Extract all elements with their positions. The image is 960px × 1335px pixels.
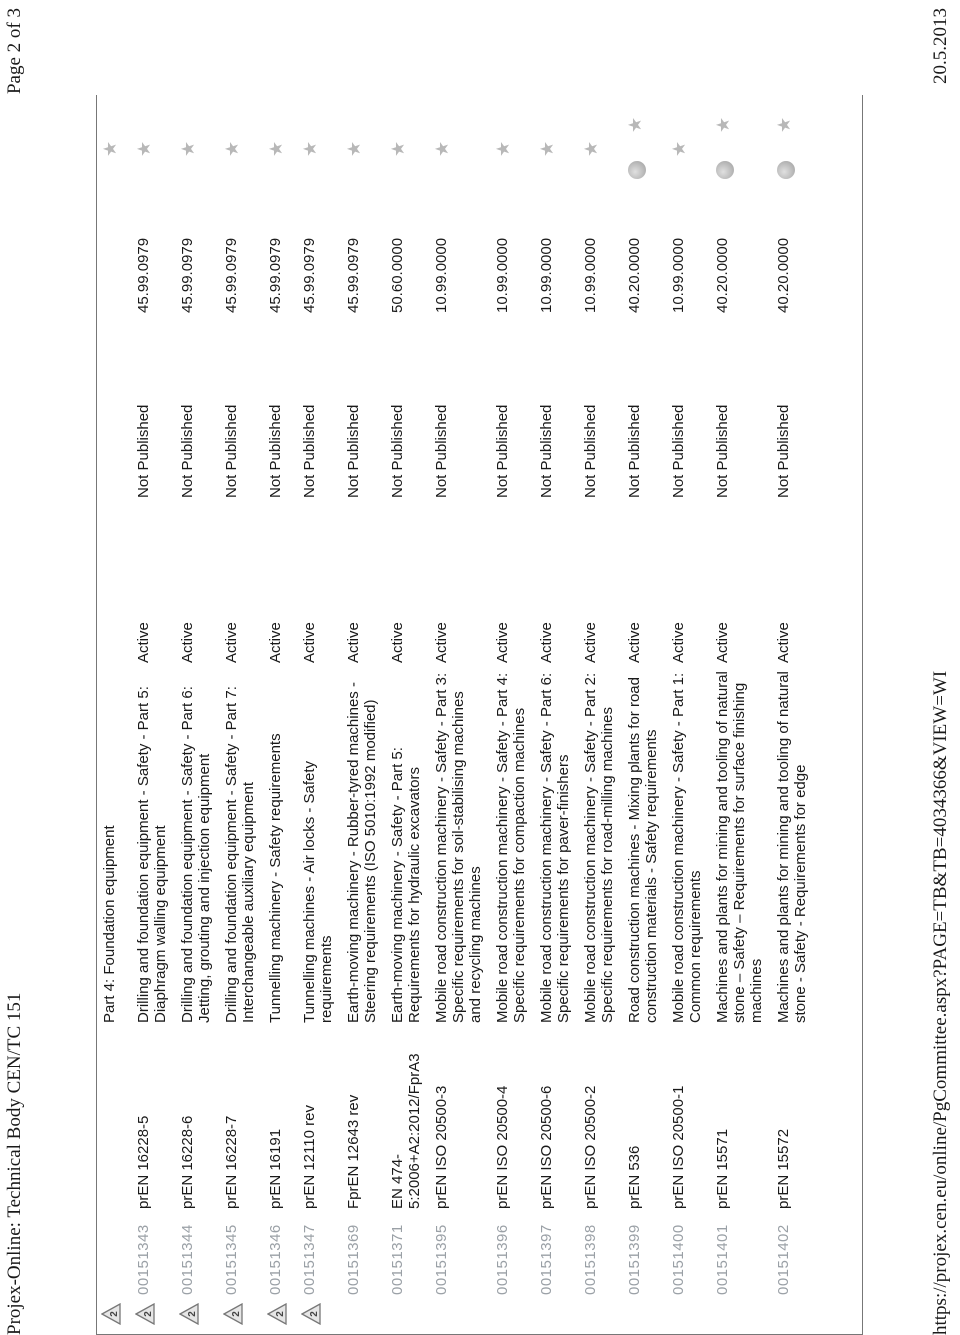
title-cell: Drilling and foundation equipment - Safety - Part 7: Interchangeable auxiliary equipment bbox=[223, 686, 257, 1023]
table-row[interactable] bbox=[491, 99, 535, 1329]
star-icon[interactable]: ★ bbox=[669, 140, 689, 157]
work-item-id[interactable]: 00151345 bbox=[223, 1224, 240, 1295]
star-icon[interactable]: ★ bbox=[432, 140, 452, 157]
warning-triangle-icon bbox=[101, 1303, 121, 1325]
star-icon[interactable]: ★ bbox=[266, 140, 286, 157]
icons-cell bbox=[98, 99, 132, 189]
svg-text:2: 2 bbox=[231, 1311, 242, 1317]
ics-cell: 40.20.0000 bbox=[626, 237, 643, 313]
status-cell: Active bbox=[389, 622, 406, 663]
table-row[interactable] bbox=[430, 99, 491, 1329]
top-rule bbox=[96, 95, 97, 1335]
ics-cell: 40.20.0000 bbox=[714, 237, 731, 313]
svg-text:2: 2 bbox=[275, 1311, 286, 1317]
status-cell: Active bbox=[267, 622, 284, 663]
publication-cell: Not Published bbox=[626, 404, 643, 498]
table-row[interactable] bbox=[535, 99, 579, 1329]
warning-cell bbox=[711, 1299, 772, 1329]
title-cell: Drilling and foundation equipment - Safety - Part 6: Jetting, grouting and injection equipment bbox=[179, 686, 213, 1023]
reference-cell: prEN 15571 bbox=[714, 1128, 731, 1209]
status-cell: Active bbox=[433, 622, 450, 663]
icons-cell bbox=[132, 99, 176, 189]
status-cell: Active bbox=[345, 622, 362, 663]
status-cell: Active bbox=[135, 622, 152, 663]
publication-cell: Not Published bbox=[389, 404, 406, 498]
work-item-id[interactable]: 00151400 bbox=[670, 1224, 687, 1295]
globe-icon[interactable] bbox=[777, 161, 795, 179]
reference-cell: EN 474-5:2006+A2:2012/FprA3 bbox=[389, 1053, 423, 1209]
work-item-id[interactable]: 00151344 bbox=[179, 1224, 196, 1295]
status-cell: Active bbox=[775, 622, 792, 663]
ics-cell bbox=[98, 189, 132, 317]
globe-icon[interactable] bbox=[716, 161, 734, 179]
ics-cell: 45.99.0979 bbox=[135, 237, 152, 313]
ics-cell: 10.99.0000 bbox=[538, 237, 555, 313]
ics-cell: 50.60.0000 bbox=[389, 237, 406, 313]
publication-cell bbox=[98, 317, 132, 502]
reference-cell: FprEN 12643 rev bbox=[345, 1094, 362, 1209]
publication-cell: Not Published bbox=[582, 404, 599, 498]
star-icon[interactable]: ★ bbox=[581, 140, 601, 157]
title-cell: Road construction machines - Mixing plants for road construction materials - Safety requirements bbox=[626, 677, 660, 1023]
publication-cell: Not Published bbox=[775, 404, 792, 498]
svg-text:2: 2 bbox=[187, 1311, 198, 1317]
table-row[interactable] bbox=[772, 99, 816, 1329]
warning-triangle-icon bbox=[223, 1303, 243, 1325]
icons-cell bbox=[386, 99, 430, 189]
table-row[interactable] bbox=[264, 99, 298, 1329]
ics-cell: 45.99.0979 bbox=[179, 237, 196, 313]
warning-cell bbox=[772, 1299, 816, 1329]
table-row[interactable] bbox=[623, 99, 667, 1329]
icons-cell bbox=[579, 99, 623, 189]
star-icon[interactable]: ★ bbox=[493, 140, 513, 157]
icons-cell bbox=[667, 99, 711, 189]
star-icon[interactable]: ★ bbox=[344, 140, 364, 157]
title-cell: Earth-moving machinery - Safety - Part 5: Requirements for hydraulic excavators bbox=[389, 747, 423, 1023]
reference-cell: prEN 16228-5 bbox=[135, 1115, 152, 1209]
warning-cell bbox=[342, 1299, 386, 1329]
table-row[interactable] bbox=[298, 99, 342, 1329]
ics-cell: 10.99.0000 bbox=[433, 237, 450, 313]
reference-cell: prEN 16228-6 bbox=[179, 1115, 196, 1209]
title-cell: Tunnelling machinery - Safety requirements bbox=[267, 733, 284, 1023]
publication-cell: Not Published bbox=[267, 404, 284, 498]
icons-cell bbox=[264, 99, 298, 189]
work-item-id[interactable]: 00151401 bbox=[714, 1224, 731, 1295]
reference-cell: prEN 16228-7 bbox=[223, 1115, 240, 1209]
warning-cell bbox=[430, 1299, 491, 1329]
status-cell: Active bbox=[301, 622, 318, 663]
status-cell: Active bbox=[714, 622, 731, 663]
warning-cell bbox=[491, 1299, 535, 1329]
work-item-id[interactable]: 00151343 bbox=[135, 1224, 152, 1295]
title-cell: Part 4: Foundation equipment bbox=[101, 825, 118, 1023]
globe-icon[interactable] bbox=[628, 161, 646, 179]
table-row[interactable] bbox=[579, 99, 623, 1329]
warning-cell bbox=[132, 1299, 176, 1329]
icons-cell bbox=[220, 99, 264, 189]
ics-cell: 10.99.0000 bbox=[582, 237, 599, 313]
title-cell: Mobile road construction machinery - Safety - Part 6: Specific requirements for paver-finishers bbox=[538, 672, 572, 1023]
icons-cell bbox=[491, 99, 535, 189]
ics-cell: 45.99.0979 bbox=[345, 237, 362, 313]
publication-cell: Not Published bbox=[301, 404, 318, 498]
work-item-id[interactable]: 00151397 bbox=[538, 1224, 555, 1295]
warning-cell bbox=[98, 1299, 132, 1329]
svg-text:2: 2 bbox=[109, 1311, 120, 1317]
work-item-id[interactable]: 00151402 bbox=[775, 1224, 792, 1295]
footer-date: 20.5.2013 bbox=[930, 8, 951, 84]
work-item-id[interactable]: 00151371 bbox=[389, 1224, 406, 1295]
title-cell: Drilling and foundation equipment - Safety - Part 5: Diaphragm walling equipment bbox=[135, 686, 169, 1023]
bottom-rule bbox=[862, 95, 863, 1335]
star-icon[interactable]: ★ bbox=[178, 140, 198, 157]
warning-triangle-icon bbox=[267, 1303, 287, 1325]
warning-cell bbox=[579, 1299, 623, 1329]
star-icon[interactable]: ★ bbox=[100, 140, 120, 157]
star-icon[interactable]: ★ bbox=[537, 140, 557, 157]
ics-cell: 45.99.0979 bbox=[267, 237, 284, 313]
page-number: Page 2 of 3 bbox=[4, 8, 25, 95]
publication-cell: Not Published bbox=[670, 404, 687, 498]
publication-cell: Not Published bbox=[538, 404, 555, 498]
svg-text:2: 2 bbox=[143, 1311, 154, 1317]
table-row[interactable] bbox=[220, 99, 264, 1329]
title-cell: Mobile road construction machinery - Safety - Part 3: Specific requirements for soil-stabilising machines and recycling machines bbox=[433, 672, 484, 1023]
warning-cell bbox=[220, 1299, 264, 1329]
star-icon[interactable]: ★ bbox=[222, 140, 242, 157]
star-icon[interactable]: ★ bbox=[713, 116, 733, 133]
status-cell: Active bbox=[538, 622, 555, 663]
work-item-id[interactable]: 00151347 bbox=[301, 1224, 318, 1295]
icons-cell bbox=[176, 99, 220, 189]
title-cell: Tunnelling machines - Air locks - Safety requirements bbox=[301, 760, 335, 1023]
publication-cell: Not Published bbox=[714, 404, 731, 498]
status-cell: Active bbox=[670, 622, 687, 663]
warning-cell bbox=[264, 1299, 298, 1329]
warning-cell bbox=[298, 1299, 342, 1329]
reference-cell: prEN ISO 20500-4 bbox=[494, 1085, 511, 1209]
status-cell: Active bbox=[223, 622, 240, 663]
work-item-id[interactable] bbox=[98, 1213, 132, 1299]
warning-cell bbox=[667, 1299, 711, 1329]
publication-cell: Not Published bbox=[179, 404, 196, 498]
svg-text:2: 2 bbox=[309, 1311, 320, 1317]
reference-cell: prEN 536 bbox=[626, 1145, 643, 1209]
table-row[interactable] bbox=[132, 99, 176, 1329]
work-item-id[interactable]: 00151398 bbox=[582, 1224, 599, 1295]
icons-cell bbox=[711, 99, 772, 189]
reference-cell bbox=[98, 1027, 132, 1213]
reference-cell: prEN 15572 bbox=[775, 1128, 792, 1209]
work-item-id[interactable]: 00151396 bbox=[494, 1224, 511, 1295]
reference-cell: prEN ISO 20500-1 bbox=[670, 1085, 687, 1209]
work-item-id[interactable]: 00151395 bbox=[433, 1224, 450, 1295]
table-row[interactable] bbox=[667, 99, 711, 1329]
footer-url[interactable]: https://projex.cen.eu/online/PgCommittee.aspx?PAGE=TB&TB=4034366&VIEW=WI bbox=[930, 670, 951, 1335]
warning-cell bbox=[623, 1299, 667, 1329]
title-cell: Machines and plants for mining and tooling of natural stone – Safety – Requirements for surface finishing machines bbox=[714, 671, 765, 1023]
status-cell bbox=[98, 502, 132, 667]
publication-cell: Not Published bbox=[135, 404, 152, 498]
warning-cell bbox=[176, 1299, 220, 1329]
table-row[interactable] bbox=[342, 99, 386, 1329]
reference-cell: prEN 16191 bbox=[267, 1128, 284, 1209]
warning-cell bbox=[535, 1299, 579, 1329]
work-item-id[interactable]: 00151346 bbox=[267, 1224, 284, 1295]
reference-cell: prEN ISO 20500-3 bbox=[433, 1085, 450, 1209]
title-cell: Mobile road construction machinery - Safety - Part 1: Common requirements bbox=[670, 672, 704, 1023]
icons-cell bbox=[772, 99, 816, 189]
star-icon[interactable]: ★ bbox=[625, 116, 645, 133]
warning-triangle-icon bbox=[135, 1303, 155, 1325]
table-row[interactable] bbox=[98, 99, 132, 1329]
ics-cell: 40.20.0000 bbox=[775, 237, 792, 313]
status-cell: Active bbox=[582, 622, 599, 663]
ics-cell: 45.99.0979 bbox=[301, 237, 318, 313]
icons-cell bbox=[430, 99, 491, 189]
title-cell: Mobile road construction machinery - Safety - Part 2: Specific requirements for road-milling machines bbox=[582, 672, 616, 1023]
status-cell: Active bbox=[179, 622, 196, 663]
table-row[interactable] bbox=[386, 99, 430, 1329]
status-cell: Active bbox=[626, 622, 643, 663]
work-items-table bbox=[98, 99, 816, 1329]
warning-triangle-icon bbox=[301, 1303, 321, 1325]
icons-cell bbox=[298, 99, 342, 189]
star-icon[interactable]: ★ bbox=[134, 140, 154, 157]
table-row[interactable] bbox=[176, 99, 220, 1329]
ics-cell: 10.99.0000 bbox=[670, 237, 687, 313]
icons-cell bbox=[342, 99, 386, 189]
table-row[interactable] bbox=[711, 99, 772, 1329]
publication-cell: Not Published bbox=[494, 404, 511, 498]
warning-triangle-icon bbox=[179, 1303, 199, 1325]
ics-cell: 10.99.0000 bbox=[494, 237, 511, 313]
page-header-title: Projex-Online: Technical Body CEN/TC 151 bbox=[4, 992, 25, 1335]
work-item-id[interactable]: 00151369 bbox=[345, 1224, 362, 1295]
reference-cell: prEN ISO 20500-2 bbox=[582, 1085, 599, 1209]
star-icon[interactable]: ★ bbox=[300, 140, 320, 157]
icons-cell bbox=[535, 99, 579, 189]
reference-cell: prEN 12110 rev bbox=[301, 1105, 318, 1209]
icons-cell bbox=[623, 99, 667, 189]
publication-cell: Not Published bbox=[433, 404, 450, 498]
warning-cell bbox=[386, 1299, 430, 1329]
publication-cell: Not Published bbox=[223, 404, 240, 498]
ics-cell: 45.99.0979 bbox=[223, 237, 240, 313]
status-cell: Active bbox=[494, 622, 511, 663]
reference-cell: prEN ISO 20500-6 bbox=[538, 1085, 555, 1209]
title-cell: Machines and plants for mining and tooling of natural stone - Safety - Requirements for edge bbox=[775, 671, 809, 1023]
title-cell: Mobile road construction machinery - Safety - Part 4: Specific requirements for compaction machines bbox=[494, 672, 528, 1023]
publication-cell: Not Published bbox=[345, 404, 362, 498]
star-icon[interactable]: ★ bbox=[388, 140, 408, 157]
title-cell: Earth-moving machinery - Rubber-tyred machines - Steering requirements (ISO 5010:1992 modified) bbox=[345, 682, 379, 1023]
star-icon[interactable]: ★ bbox=[774, 116, 794, 133]
work-item-id[interactable]: 00151399 bbox=[626, 1224, 643, 1295]
